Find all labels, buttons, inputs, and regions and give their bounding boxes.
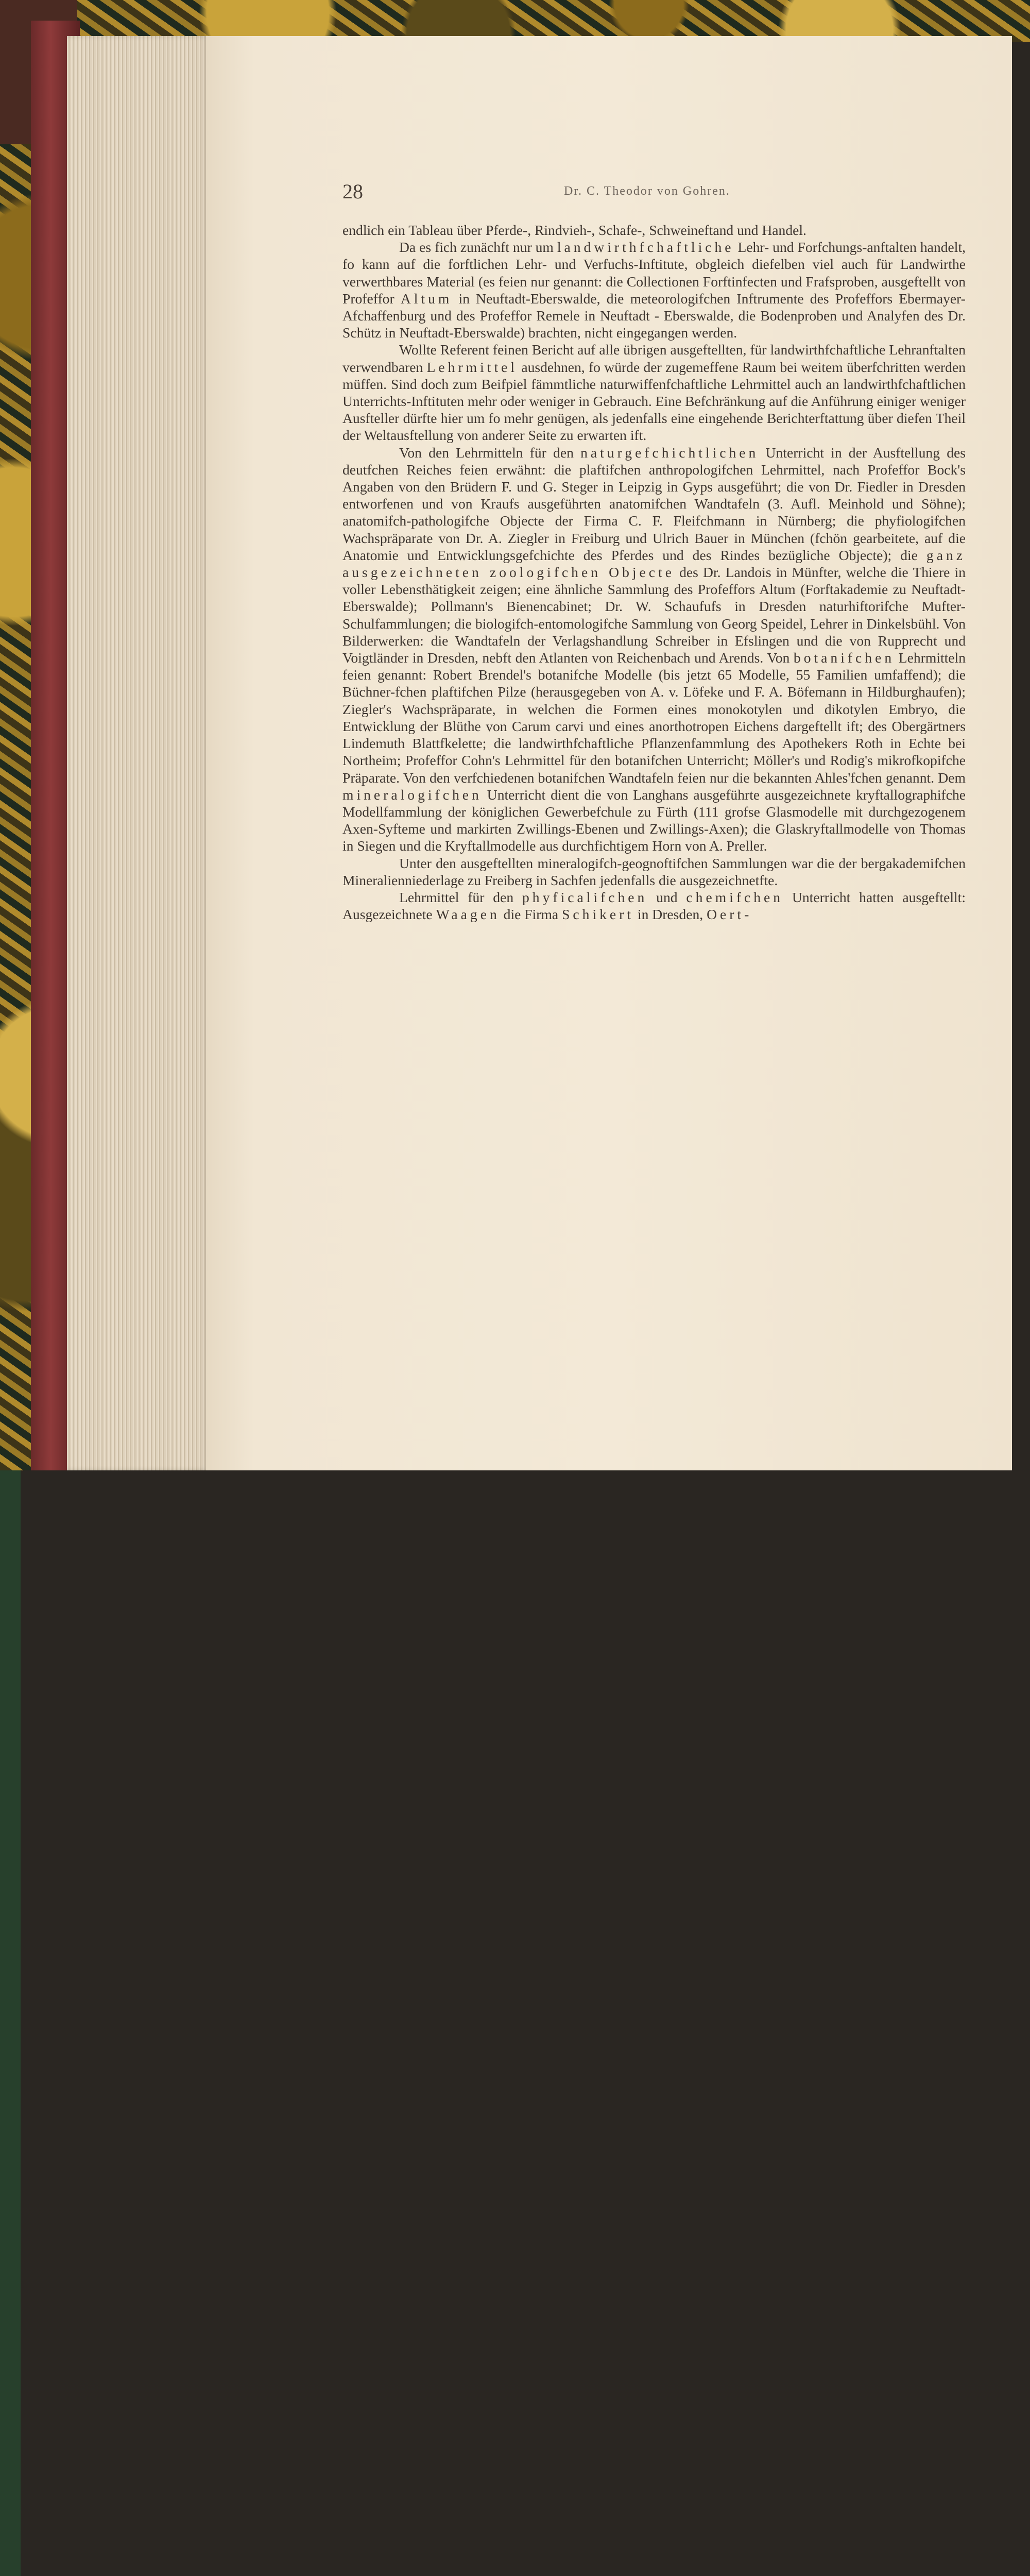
spaced-text: Lehrmittel xyxy=(426,359,518,375)
body-text xyxy=(342,222,966,923)
spaced-text: phyficalifchen xyxy=(522,889,648,905)
text-run: Lehr- und Forfchungs-anftalten handelt, fo kann auf die forftlichen Lehr- und Verfuchs-Inftitute, obgleich diefelben viel auch für Landwirthe verwerthbares Material (es feien nur genannt: die Collectionen Forftinfecten und Frafsproben, ausgeftellt von Profeffor xyxy=(342,239,966,307)
text-run: Unter den ausgeftellten mineralogifch-geognoftifchen Sammlungen war die der bergakademifchen Mineralienniederlage zu Freiberg in Sachfen jedenfalls die ausgezeichnetfte. xyxy=(342,855,966,888)
spaced-text: Oert- xyxy=(707,906,752,923)
spaced-text: chemifchen xyxy=(686,889,784,905)
spaced-text: landwirthfchaftliche xyxy=(557,239,734,256)
text-run: endlich ein Tableau über Pferde-, Rindvieh-, Schafe-, Schweineftand und Handel. xyxy=(342,222,806,238)
text-run: Von den Lehrmitteln für den xyxy=(399,444,581,461)
text-run: Unterricht dient die von Langhans ausgeführte ausgezeichnete kryftallographifche Modellfammlung der königlichen Gewerbefchule zu Fürth (111 grofse Glasmodelle mit durchgezogenem Axen-Syfteme und markirten Zwillings-Ebenen und Zwillings-Axen); die Glaskryftallmodelle von Thomas in Siegen und die Kryftallmodelle aus durchfichtigem Horn von A. Preller. xyxy=(342,786,966,854)
spaced-text: Schikert xyxy=(562,906,634,923)
text-run: Lehrmitteln feien genannt: Robert Brendel's botanifche Modelle (bis jetzt 65 Modelle, 55 Familien umfaffend); die Büchner-fchen plaftifchen Pilze (herausgegeben von A. v. Löfeke und F. A. Böfemann in Hildburghaufen); Ziegler's Wachspräparate, in welchen die Formen eines monokotylen und dikotylen Embryo, die Entwicklung der Blüthe von Carum carvi und eines anorthotropen Eichens dargeftellt ift; des Obergärtners Lindemuth Blattfkelette; die landwirthfchaftliche Pflanzenfammlung des Apothekers Roth in Echte bei Northeim; Profeffor Cohn's Lehrmittel für den botanifchen Unterricht; Möller's und Rodig's mikrofkopifche Präparate. Von den verfchiedenen botanifchen Wandtafeln feien nur die bekannten Ahles'fchen genannt. Dem xyxy=(342,650,966,786)
spaced-text: naturgefchichtlichen xyxy=(580,444,759,461)
spaced-text: ganz ausgezeichneten zoologifchen Objecte xyxy=(342,547,966,581)
spaced-text: mineralogifchen xyxy=(342,786,482,803)
text-run: Da es fich zunächft nur um xyxy=(399,239,557,256)
page-header xyxy=(342,179,971,205)
book-cover-right xyxy=(0,1470,21,2576)
spaced-text: Waagen xyxy=(436,906,500,923)
running-head: Dr. C. Theodor von Gohren. xyxy=(564,184,730,198)
paragraph xyxy=(342,239,966,341)
spaced-text: Altum xyxy=(400,290,453,307)
text-run: Lehrmittel für den xyxy=(399,889,522,905)
text-run: und xyxy=(647,889,686,905)
page-number: 28 xyxy=(342,180,363,203)
page-edges xyxy=(67,36,209,1470)
spaced-text: botanifchen xyxy=(793,650,895,666)
paragraph xyxy=(342,855,966,889)
paragraph xyxy=(342,341,966,444)
paragraph xyxy=(342,444,966,855)
text-run: die Firma xyxy=(500,906,562,923)
text-run: in Neuftadt-Eberswalde, die meteorologifchen Inftrumente des Profeffors Ebermayer-Afchaffenburg und des Profeffor Remele in Neuftadt - Eberswalde, die Bodenproben und Analyfen des Dr. Schütz in Neuftadt-Eberswalde) brachten, nicht eingegangen werden. xyxy=(342,290,966,341)
text-run: Wollte Referent feinen Bericht auf alle übrigen ausgeftellten, für landwirthfchaftliche Lehranftalten verwendbaren xyxy=(342,342,966,375)
text-run: in Dresden, xyxy=(634,906,707,923)
text-run: Unterricht in der Ausftellung des deutfchen Reiches feien erwähnt: die plaftifchen anthropologifchen Lehrmittel, nach Profeffor Bock's Angaben von den Brüdern F. und G. Steger in Leipzig in Gyps ausgeführt; die von Dr. Fiedler in Dresden entworfenen und von Kraufs ausgeführten anatomifchen Wandtafeln (3. Aufl. Meinhold und Söhne); anatomifch-pathologifche Objecte der Firma C. F. Fleifchmann in Nürnberg; die phyfiologifchen Wachspräparate von Dr. A. Ziegler in Freiburg und Ulrich Bauer in München (fchön gearbeitete, auf die Anatomie und Entwicklungsgefchichte des Pferdes und des Rindes bezügliche Objecte); die xyxy=(342,444,966,563)
text-run: Unterricht hatten ausgeftellt: Ausgezeichnete xyxy=(342,889,966,923)
book-page xyxy=(206,36,1012,1470)
text-run: ausdehnen, fo würde der zugemeffene Raum bei weitem überfchritten werden müffen. Sind doch zum Beifpiel fämmtliche naturwiffenfchaftliche Lehrmittel auch an landwirthfchaftlichen Unterrichts-Inftituten mehr oder weniger in Gebrauch. Eine Befchränkung auf die Anführung einiger weniger Ausfteller dürfte hier um fo mehr genügen, als jedenfalls eine eingehende Berichterftattung über diefen Theil der Weltausftellung von anderer Seite zu erwarten ift. xyxy=(342,359,966,444)
text-run: des Dr. Landois in Münfter, welche die Thiere in voller Lebensthätigkeit zeigen; eine ähnliche Sammlung des Profeffors Altum (Forftakademie zu Neuftadt-Eberswalde); Pollmann's Bienencabinet; Dr. W. Schaufufs in Dresden naturhiftorifche Mufter-Schulfammlungen; die biologifch-entomologifche Sammlung von Georg Speidel, Lehrer in Dinkelsbühl. Von Bilderwerken: die Wandtafeln der Verlagshandlung Schreiber in Efslingen und die von Rupprecht und Voigtländer in Dresden, nebft den Atlanten von Reichenbach und Arends. Von xyxy=(342,564,966,666)
paragraph xyxy=(342,889,966,923)
paragraph xyxy=(342,222,966,239)
